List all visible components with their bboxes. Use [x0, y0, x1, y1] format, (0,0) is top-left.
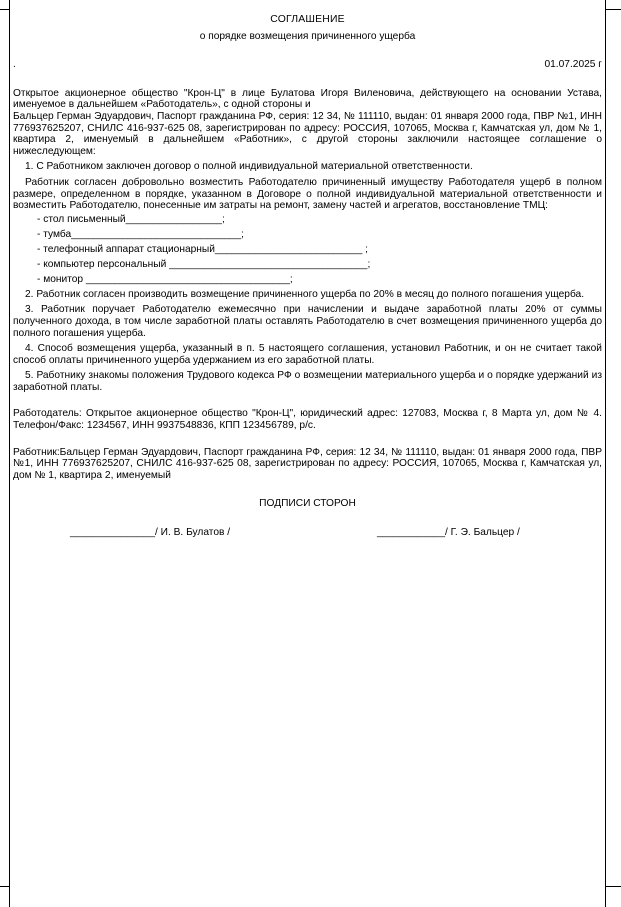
employer-details: Работодатель: Открытое акционерное общество "Крон-Ц", юридический адрес: 127083, Москва г, 8 Марта ул, дом № 4. Телефон/Факс: 1234567, ИНН 9937548836, КПП 123456789, р/с.: [13, 408, 602, 432]
inventory-item: - компьютер персональный ___________________________________;: [37, 258, 371, 270]
left-margin-line: [9, 0, 10, 907]
inventory-item: - монитор ____________________________________;: [37, 273, 293, 285]
inventory-item: - тумба______________________________;: [37, 228, 244, 240]
inventory-item: - телефонный аппарат стационарный__________________________ ;: [37, 243, 368, 255]
clause-2: 2. Работник согласен производить возмещение причиненного ущерба по 20% в месяц до полного погашения ущерба.: [25, 288, 585, 300]
clause-3: 3. Работник поручает Работодателю ежемесячно при начислении и выдаче заработной платы 20% от суммы полученного дохода, в том числе заработной платы оставлять Работодателю в счет возмещения причиненного ущерба до полного погашения ущерба.: [13, 304, 602, 339]
clause-4: 4. Способ возмещения ущерба, указанный в п. 5 настоящего соглашения, установил Работник, и он не считает такой способ оплаты причиненного ущерба удержанием из его заработной платы.: [13, 343, 602, 366]
crop-mark-top-left: [0, 9, 9, 10]
place-mark: .: [13, 59, 16, 71]
employee-signature: ____________/ Г. Э. Бальцер /: [377, 527, 520, 539]
employer-signature: _______________/ И. В. Булатов /: [70, 527, 231, 539]
inventory-item: - стол письменный_________________;: [37, 213, 225, 225]
signature-row: [13, 527, 602, 541]
clause-5: 5. Работнику знакомы положения Трудового кодекса РФ о возмещении материального ущерба и о порядке удержаний из заработной платы.: [13, 370, 602, 393]
employee-details: Работник:Бальцер Герман Эдуардович, Паспорт гражданина РФ, серия: 12 34, № 111110, выдан: 01 января 2000 года, ПВР №1, ИНН 776937625207, СНИЛС 416-937-625 08, зарегистрирован по адресу: РОССИЯ, 107065, Москва г, Камчатская ул, дом № 1, квартира 2, именуемый: [13, 446, 602, 481]
signatures-heading: ПОДПИСИ СТОРОН: [259, 498, 356, 510]
preamble-employer: Открытое акционерное общество "Крон-Ц" в лице Булатова Игоря Виленовича, действующего на основании Устава, именуемое в дальнейшем «Работодатель», с одной стороны и: [13, 87, 602, 111]
document-page: [13, 14, 602, 541]
preamble-employee: Бальцер Герман Эдуардович, Паспорт гражданина РФ, серия: 12 34, № 111110, выдан: 01 января 2000 года, ПВР №1, ИНН 776937625207, СНИЛС 416-937-625 08, зарегистрирован по адресу: РОССИЯ, 107065, Москва г, Камчатская ул, дом № 1, квартира 2, именуемый в дальнейшем «Работник», с другой стороны заключили настоящее соглашение о нижеследующем:: [13, 110, 602, 157]
crop-mark-bottom-right: [606, 886, 621, 887]
document-subtitle: о порядке возмещения причиненного ущерба: [199, 30, 416, 42]
document-title: СОГЛАШЕНИЕ: [270, 14, 345, 25]
right-margin-line: [605, 0, 606, 907]
place-date-row: [13, 59, 602, 71]
crop-mark-bottom-left: [0, 886, 9, 887]
clause-1: 1. С Работником заключен договор о полной индивидуальной материальной ответственности.: [25, 161, 473, 173]
clause-1-details: Работник согласен добровольно возместить Работодателю причиненный имуществу Работодателя ущерб в полном размере, определенном в порядке, указанном в Договоре о полной индивидуальной материальной ответственности и возместить Работодателю, понесенные им затраты на ремонт, замену частей и агрегатов, восстановление ТМЦ:: [13, 176, 602, 212]
inventory-list: [13, 212, 602, 287]
document-date: 01.07.2025 г: [544, 59, 602, 71]
crop-mark-top-right: [606, 9, 621, 10]
